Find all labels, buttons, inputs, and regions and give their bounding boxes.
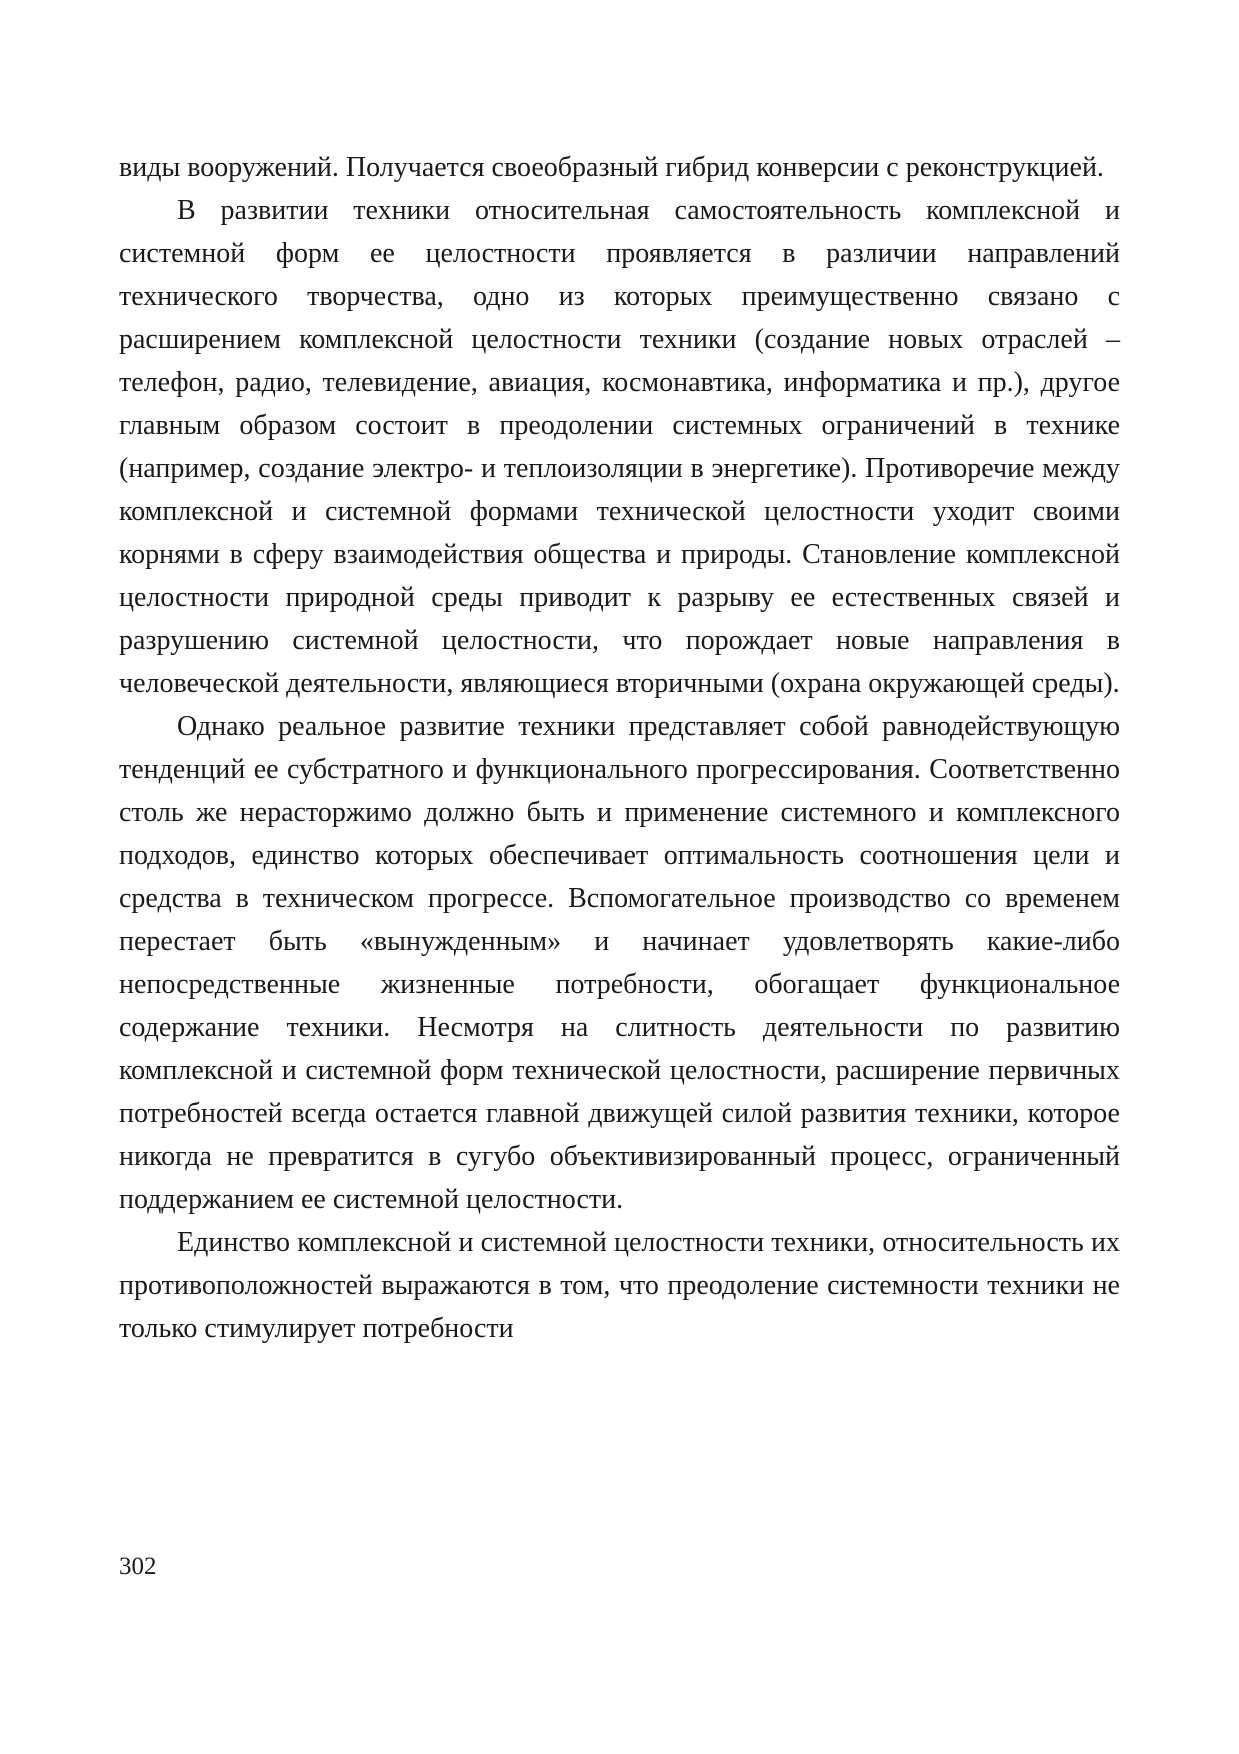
body-text	[119, 146, 1120, 1350]
paragraph-1: виды вооружений. Получается своеобразный гибрид конверсии с реконструкцией.	[119, 152, 1104, 183]
paragraph-3: Однако реальное развитие техники представляет собой равнодействующую тенденций ее субстратного и функционального прогрессирования. Соответственно столь же нерасторжимо должно быть и применение системного и комплексного подходов, единство которых обеспечивает оптимальность соотношения цели и средства в техническом прогрессе. Вспомогательное производство со временем перестает быть «вынужденным» и начинает удовлетворять какие-либо непосредственные жизненные потребности, обогащает функциональное содержание техники. Несмотря на слитность деятельности по развитию комплексной и системной форм технической целостности, расширение первичных потребностей всегда остается главной движущей силой развития техники, которое никогда не превратится в сугубо объективизированный процесс, ограниченный поддержанием ее системной целостности.	[119, 711, 1120, 1215]
page-number: 302	[119, 1553, 157, 1580]
paragraph-2: В развитии техники относительная самостоятельность комплексной и системной форм ее целостности проявляется в различии направлений технического творчества, одно из которых преимущественно связано с расширением комплексной целостности техники (создание новых отраслей – телефон, радио, телевидение, авиация, космонавтика, информатика и пр.), другое главным образом состоит в преодолении системных ограничений в технике (например, создание электро- и теплоизоляции в энергетике). Противоречие между комплексной и системной формами технической целостности уходит своими корнями в сферу взаимодействия общества и природы. Становление комплексной целостности природной среды приводит к разрыву ее естественных связей и разрушению системной целостности, что порождает новые направления в человеческой деятельности, являющиеся вторичными (охрана окружающей среды).	[119, 195, 1120, 699]
paragraph-4: Единство комплексной и системной целостности техники, относительность их противоположностей выражаются в том, что преодоление системности техники не только стимулирует потребности	[119, 1227, 1120, 1344]
